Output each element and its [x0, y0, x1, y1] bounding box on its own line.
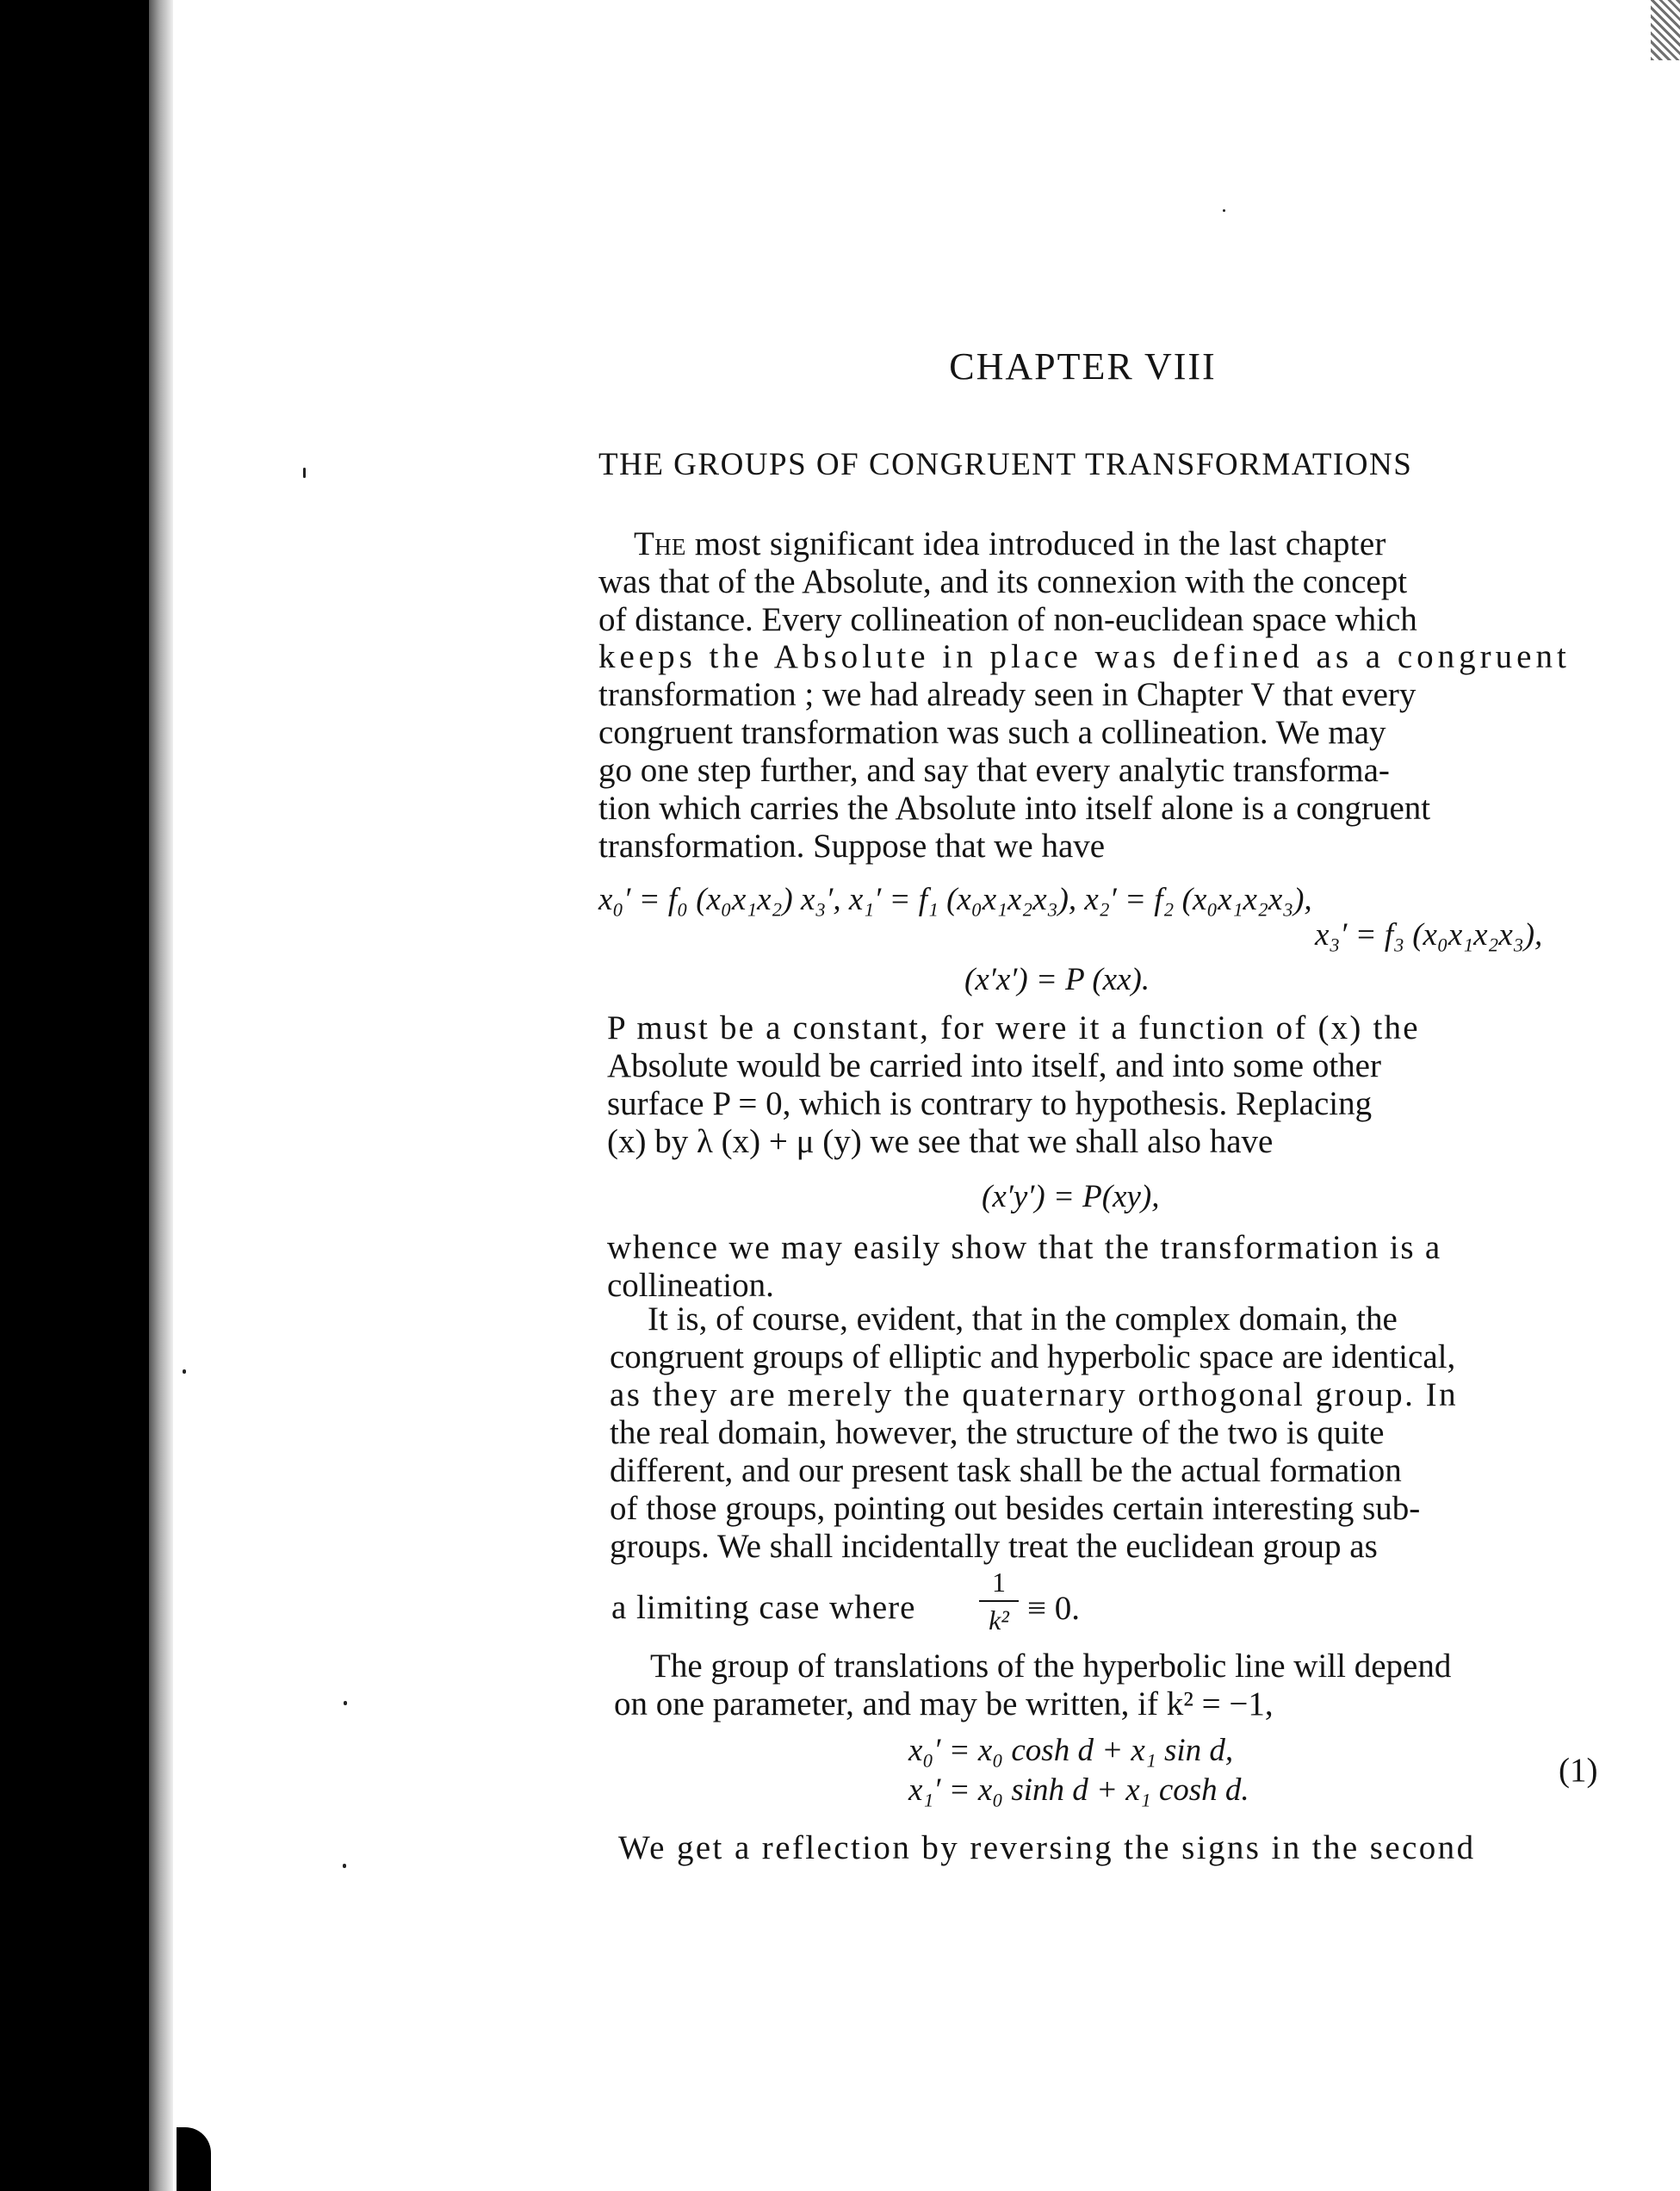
scan-speck — [343, 1864, 346, 1868]
binding-shadow — [0, 0, 149, 2191]
para2-line-3: surface P = 0, which is contrary to hypothesis. Replacing — [607, 1085, 1373, 1122]
para1-line-1 — [634, 525, 1386, 563]
equation-transform-line-1: x₀′ = f₀ (x₀x₁x₂) x₃′, x₁′ = f₁ (x₀x₁x₂x₃), x₂′ = f₂ (x₀x₁x₂x₃), — [598, 882, 1312, 917]
para4-line-4: the real domain, however, the structure of the two is quite — [610, 1414, 1385, 1451]
equation-1-label: (1) — [1559, 1752, 1598, 1789]
limiting-prefix: a limiting case where — [611, 1589, 916, 1626]
last-line: We get a reflection by reversing the signs in the second — [618, 1829, 1476, 1866]
binding-notch — [177, 2127, 211, 2191]
para4-line-6: of those groups, pointing out besides certain interesting sub- — [610, 1490, 1421, 1527]
para2-line-4: (x) by λ (x) + μ (y) we see that we shall also have — [607, 1123, 1274, 1160]
scan-speck — [303, 468, 306, 478]
para1-line-9: transformation. Suppose that we have — [598, 828, 1106, 865]
para1-line-3: of distance. Every collineation of non-euclidean space which — [598, 601, 1417, 638]
para1-line-7: go one step further, and say that every analytic transforma- — [598, 752, 1390, 789]
para3-line-1: whence we may easily show that the transformation is a — [607, 1229, 1442, 1266]
para4-line-1: It is, of course, evident, that in the complex domain, the — [648, 1300, 1398, 1338]
scan-speck — [344, 1701, 347, 1705]
para2-line-2: Absolute would be carried into itself, and into some other — [607, 1047, 1381, 1084]
equation-1-line-1: x₀′ = x₀ cosh d + x₁ sin d, — [908, 1733, 1234, 1768]
equation-transform-line-2: x₃′ = f₃ (x₀x₁x₂x₃), — [1315, 917, 1543, 953]
para3-line-2: collineation. — [607, 1267, 774, 1304]
para1-lead: The — [634, 525, 686, 562]
para1-line-8: tion which carries the Absolute into itself alone is a congruent — [598, 790, 1431, 827]
limiting-suffix: ≡ 0. — [1027, 1590, 1080, 1627]
equation-1-line-2: x₁′ = x₀ sinh d + x₁ cosh d. — [908, 1772, 1249, 1808]
para1-line-4: keeps the Absolute in place was defined as a congruent — [598, 638, 1571, 675]
equation-invariant: (x′x′) = P (xx). — [964, 962, 1150, 997]
chapter-title: THE GROUPS OF CONGRUENT TRANSFORMATIONS — [598, 447, 1413, 482]
fraction-one-over-k-squared — [977, 1566, 1020, 1636]
fraction-numerator: 1 — [992, 1567, 1006, 1598]
fraction-bar — [979, 1600, 1019, 1602]
para1-line-6: congruent transformation was such a collineation. We may — [598, 714, 1386, 751]
para4-line-3: as they are merely the quaternary orthogonal group. In — [610, 1376, 1459, 1413]
para4-line-7: groups. We shall incidentally treat the euclidean group as — [610, 1528, 1378, 1565]
scan-speck — [183, 1369, 186, 1374]
para1-line-5: transformation ; we had already seen in Chapter V that every — [598, 676, 1417, 713]
page-corner-mark — [1651, 0, 1680, 60]
para5-line-2: on one parameter, and may be written, if k² = −1, — [614, 1685, 1274, 1722]
scan-speck — [1223, 209, 1225, 212]
para4-line-2: congruent groups of elliptic and hyperbolic space are identical, — [610, 1338, 1456, 1375]
equation-bilinear: (x′y′) = P(xy), — [982, 1179, 1160, 1214]
binding-gradient — [149, 0, 173, 2191]
para5-line-1: The group of translations of the hyperbolic line will depend — [650, 1648, 1452, 1685]
para2-line-1: P must be a constant, for were it a function of (x) the — [607, 1009, 1420, 1046]
para1-first-rest: most significant idea introduced in the last chapter — [685, 525, 1386, 562]
chapter-heading: CHAPTER VIII — [949, 345, 1217, 388]
para1-line-2: was that of the Absolute, and its connexion with the concept — [598, 563, 1408, 600]
para4-line-5: different, and our present task shall be the actual formation — [610, 1452, 1402, 1489]
fraction-denominator: k² — [989, 1604, 1009, 1635]
